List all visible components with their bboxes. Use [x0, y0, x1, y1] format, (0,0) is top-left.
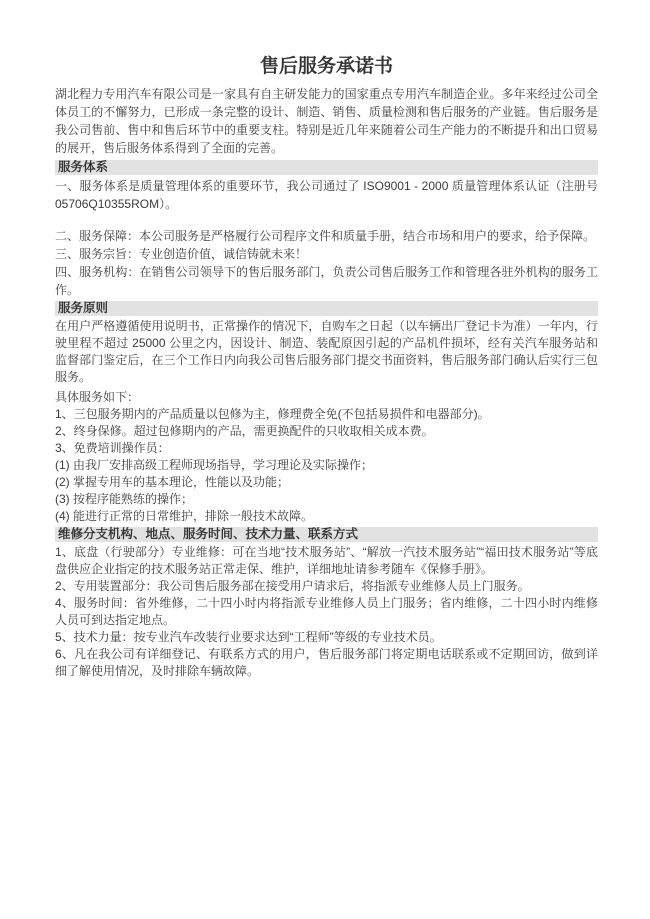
- list-item: 四、服务机构：在销售公司领导下的售后服务部门，负责公司售后服务工作和管理各驻外机构的服务工作。: [55, 265, 598, 297]
- services-subtitle: 具体服务如下：: [55, 390, 140, 404]
- section-heading-service-system: 服务体系: [55, 160, 598, 175]
- section-repair-branches: [55, 527, 598, 680]
- list-item: 2、专用装置部分：我公司售后服务部在接受用户请求后，将指派专业维修人员上门服务。: [55, 579, 530, 593]
- list-item: 一、服务体系是质量管理体系的重要环节，我公司通过了 ISO9001 - 2000 质量管理体系认证（注册号 05706Q10355ROM）。: [55, 179, 598, 211]
- list-item: 3、免费培训操作员：: [55, 441, 170, 455]
- list-item: (3) 按程序能熟练的操作；: [55, 492, 194, 506]
- section-service-principles: [55, 301, 598, 525]
- section-heading-repair-branches: 维修分支机构、地点、服务时间、技术力量、联系方式: [55, 527, 598, 542]
- list-item: (4) 能进行正常的日常维护，排除一般技术故障。: [55, 509, 314, 523]
- page-title: 售后服务承诺书: [259, 56, 393, 77]
- section-service-system: [55, 160, 598, 299]
- list-item: (2) 掌握专用车的基本理论，性能以及功能；: [55, 475, 290, 489]
- list-item: 1、底盘（行驶部分）专业维修：可在当地“技术服务站”、“解放一汽技术服务站”“福田技术服务站”等底盘供应企业指定的技术服务站正常走保、维护，详细地址请参考随车《保修手册》。: [55, 545, 598, 576]
- principles-paragraph: 在用户严格遵循使用说明书，正常操作的情况下，自购车之日起（以车辆出厂登记卡为准）一年内，行驶里程不超过 25000 公里之内，因设计、制造、装配原因引起的产品机件损坏，经有关汽车服务站和监督部门鉴定后，在三个工作日内向我公司售后服务部门提交书面资料，售后服务部门确认后实行三包服务。: [55, 319, 598, 384]
- section-heading-service-principles: 服务原则: [55, 301, 598, 316]
- list-item: (1) 由我厂安排高级工程师现场指导，学习理论及实际操作；: [55, 458, 374, 472]
- intro-paragraph: 湖北程力专用汽车有限公司是一家具有自主研发能力的国家重点专用汽车制造企业。多年来经过公司全体员工的不懈努力，已形成一条完整的设计、制造、销售、质量检测和售后服务的产业链。售后服务是我公司售前、售中和售后环节中的重要支柱。特别是近几年来随着公司生产能力的不断提升和出口贸易的展开，售后服务体系得到了全面的完善。: [55, 87, 598, 155]
- list-item: 6、凡在我公司有详细登记、有联系方式的用户，售后服务部门将定期电话联系或不定期回访，做到详细了解使用情况，及时排除车辆故障。: [55, 647, 598, 678]
- list-item: 1、三包服务期内的产品质量以包修为主，修理费全免(不包括易损件和电器部分)。: [55, 407, 490, 421]
- list-item: 4、服务时间：省外维修，二十四小时内将指派专业维修人员上门服务；省内维修，二十四小时内维修人员可到达指定地点。: [55, 596, 598, 627]
- list-item: 二、服务保障：本公司服务是严格履行公司程序文件和质量手册，结合市场和用户的要求，给予保障。: [55, 229, 596, 243]
- list-item: 三、服务宗旨：专业创造价值，诚信铸就未来！: [55, 247, 308, 261]
- list-item: 5、技术力量：按专业汽车改装行业要求达到“工程师”等级的专业技术员。: [55, 630, 442, 644]
- list-item: 2、终身保修。超过包修期内的产品，需更换配件的只收取相关成本费。: [55, 424, 434, 438]
